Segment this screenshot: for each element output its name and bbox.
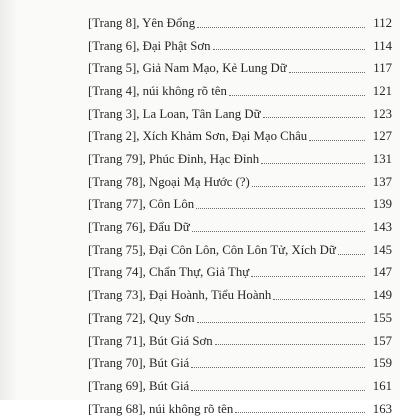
toc-entry-title: [Trang 2], Xích Khảm Sơn, Đại Mạo Châu [88,129,308,144]
toc-entry-title: [Trang 69], Bút Giá [88,378,190,393]
dot-leader [196,207,365,209]
toc-entry [88,75,392,98]
toc-entry-page-number: 163 [372,401,392,416]
toc-entry-page-number: 139 [372,197,392,212]
toc-entry-page-number: 123 [372,106,392,121]
dot-leader [235,411,365,413]
dot-leader [229,94,365,96]
dot-leader [191,366,365,368]
toc-entry [88,347,392,370]
table-of-contents [88,7,392,415]
toc-entry [88,30,392,53]
toc-entry-page-number: 121 [372,83,392,98]
toc-entry-title: [Trang 5], Giả Nam Mạo, Kẻ Lung Dữ [88,61,287,76]
toc-entry-title: [Trang 4], núi không rõ tên [88,83,227,98]
toc-entry [88,325,392,348]
toc-entry [88,279,392,302]
toc-entry-title: [Trang 68], núi không rõ tên [88,401,234,416]
toc-entry [88,120,392,143]
toc-entry-page-number: 147 [372,265,392,280]
toc-entry [88,189,392,212]
dot-leader [191,389,365,391]
dot-leader [263,116,365,118]
toc-entry-title: [Trang 76], Đẩu Dữ [88,220,190,235]
toc-entry-page-number: 145 [372,242,392,257]
toc-entry [88,143,392,166]
toc-entry-page-number: 155 [372,310,392,325]
toc-entry-page-number: 114 [373,38,392,53]
toc-entry [88,166,392,189]
toc-entry-title: [Trang 3], La Loan, Tân Lang Dữ [88,106,261,121]
dot-leader [261,162,365,164]
toc-entry-title: [Trang 74], Chẩn Thự, Giả Thự [88,265,250,280]
toc-entry-page-number: 131 [372,152,392,167]
dot-leader [197,321,365,323]
toc-entry [88,393,392,416]
toc-entry [88,7,392,30]
toc-entry-title: [Trang 79], Phúc Đỉnh, Hạc Đỉnh [88,152,260,167]
toc-entry-title: [Trang 6], Đại Phật Sơn [88,38,211,53]
dot-leader [289,71,365,73]
dot-leader [213,48,365,50]
toc-entry-title: [Trang 75], Đại Côn Lôn, Côn Lôn Tử, Xích Dữ [88,242,336,257]
toc-entry-title: [Trang 77], Côn Lôn [88,197,195,212]
page-shadow [0,0,18,400]
dot-leader [252,185,365,187]
dot-leader [273,298,365,300]
toc-entry [88,234,392,257]
toc-entry-title: [Trang 70], Bút Giá [88,356,190,371]
toc-entry [88,98,392,121]
toc-entry-title: [Trang 78], Ngoại Mạ Hước (?) [88,174,250,189]
toc-entry [88,302,392,325]
toc-entry-page-number: 112 [373,15,392,30]
dot-leader [215,343,365,345]
toc-entry-page-number: 161 [372,378,392,393]
toc-entry [88,257,392,280]
toc-entry-page-number: 159 [372,356,392,371]
toc-entry-title: [Trang 72], Quy Sơn [88,310,195,325]
toc-entry [88,211,392,234]
dot-leader [251,275,365,277]
toc-entry-title: [Trang 8], Yên Đổng [88,15,196,30]
toc-entry-page-number: 117 [373,61,392,76]
dot-leader [338,253,365,255]
toc-entry [88,52,392,75]
toc-entry-page-number: 157 [372,333,392,348]
dot-leader [309,139,365,141]
toc-entry-page-number: 149 [372,288,392,303]
toc-entry-title: [Trang 73], Đại Hoành, Tiểu Hoành [88,288,272,303]
dot-leader [192,230,365,232]
toc-entry-title: [Trang 71], Bút Giá Sơn [88,333,213,348]
toc-entry-page-number: 137 [372,174,392,189]
toc-entry-page-number: 143 [372,220,392,235]
toc-entry-page-number: 127 [372,129,392,144]
toc-entry [88,370,392,393]
dot-leader [197,26,365,28]
